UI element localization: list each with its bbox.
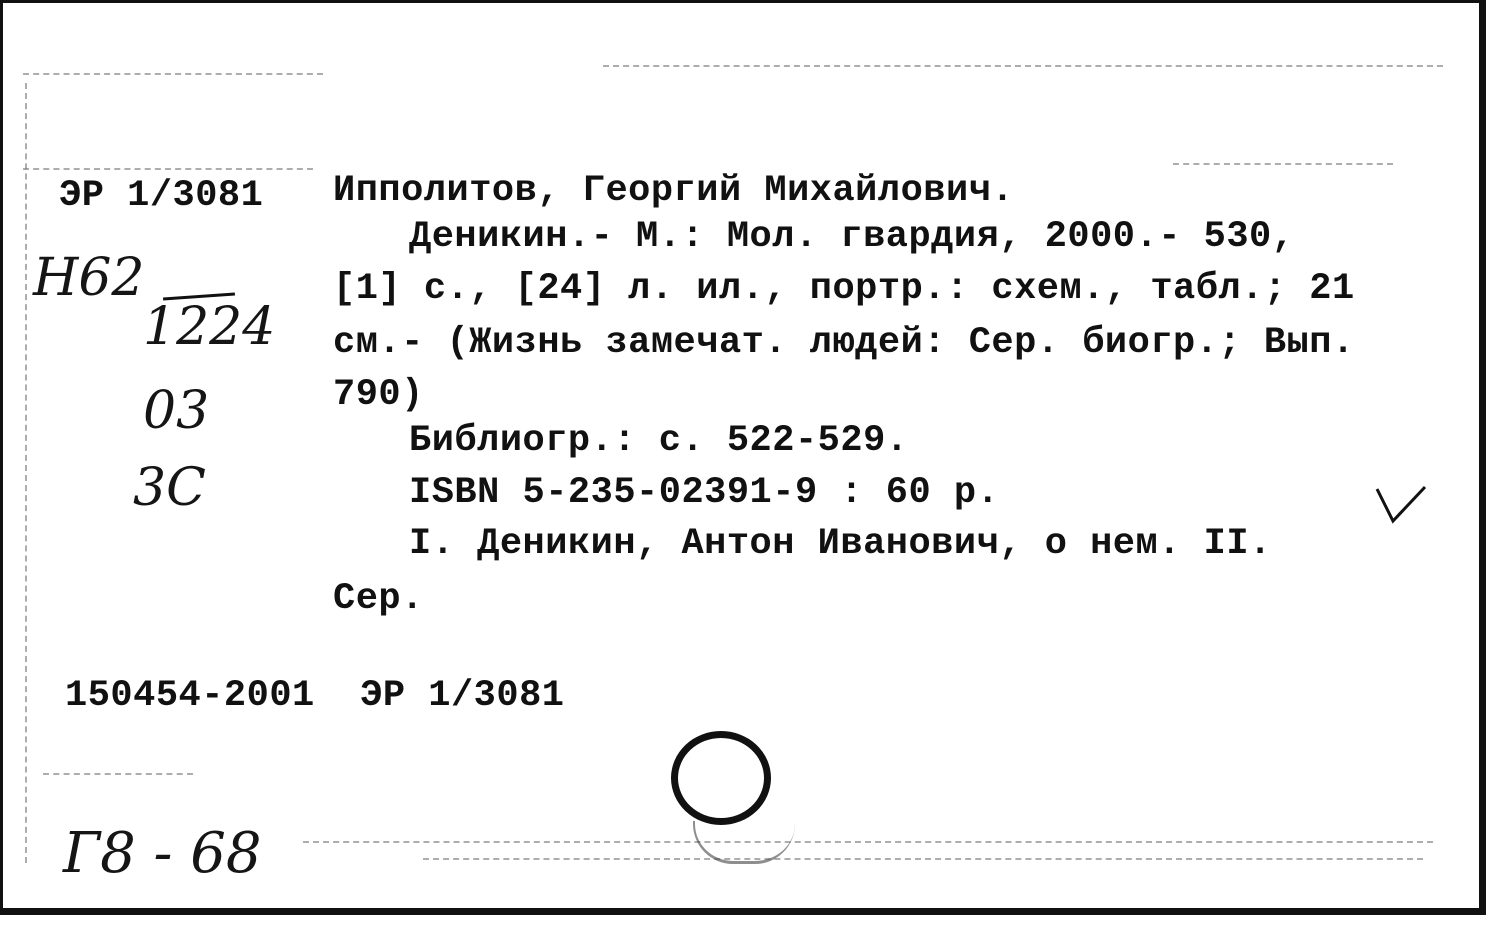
subject-line-1: I. Деникин, Антон Иванович, о нем. II. — [409, 523, 1272, 565]
subject-line-2: Сер. — [333, 578, 424, 620]
handwritten-index: Н62 — [33, 248, 145, 308]
description-line-2: [1] с., [24] л. ил., портр.: схем., табл.; 21 — [333, 268, 1355, 310]
scan-artifact-line — [23, 73, 323, 75]
library-stamp-circle — [671, 731, 771, 825]
scan-artifact-line — [25, 83, 27, 863]
call-number-top: ЭР 1/3081 — [59, 175, 264, 217]
scan-artifact-line — [423, 858, 1423, 860]
title-line-1: Деникин.- М.: Мол. гвардия, 2000.- 530, — [409, 216, 1295, 258]
handwritten-code-03: 03 — [143, 381, 210, 441]
scan-artifact-line — [303, 841, 1433, 843]
scan-artifact-line — [603, 65, 1443, 67]
scan-artifact-line — [23, 168, 313, 170]
check-mark-icon — [1371, 481, 1431, 531]
bottom-record-number: 150454-2001 ЭР 1/3081 — [65, 675, 565, 717]
scan-artifact-line — [43, 773, 193, 775]
handwritten-shelf-mark: Г8 - 68 — [63, 821, 262, 886]
scan-artifact-line — [1173, 163, 1393, 165]
description-line-4: 790) — [333, 374, 424, 416]
handwritten-fraction-denominator: 1224 — [143, 297, 276, 357]
description-line-3: см.- (Жизнь замечат. людей: Сер. биогр.; Вып. — [333, 322, 1355, 364]
bibliography-note: Библиогр.: с. 522-529. — [409, 420, 909, 462]
handwritten-code-3c: 3С — [133, 458, 206, 518]
author-heading: Ипполитов, Георгий Михайлович. — [333, 170, 1015, 212]
isbn-price: ISBN 5-235-02391-9 : 60 р. — [409, 472, 1000, 514]
